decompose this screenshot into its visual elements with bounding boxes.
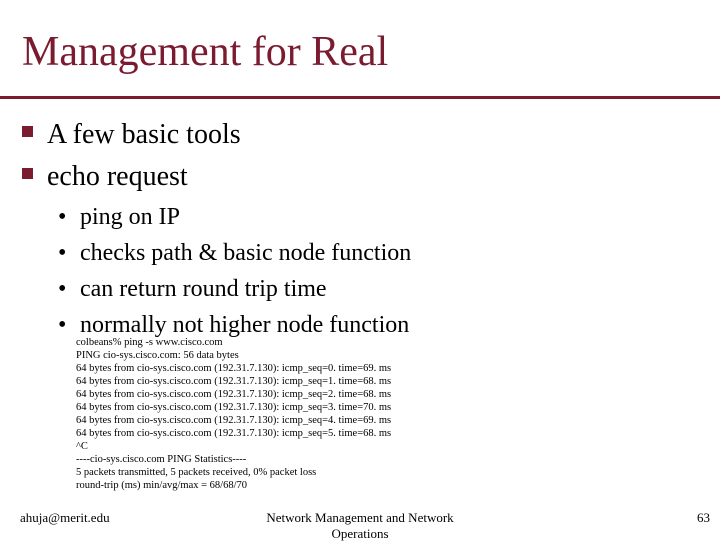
sub-bullet-item bbox=[58, 238, 411, 268]
bullet-item-tools bbox=[22, 118, 241, 152]
terminal-line: 64 bytes from cio-sys.cisco.com (192.31.7.130): icmp_seq=3. time=70. ms bbox=[76, 402, 392, 413]
sub-bullet-item bbox=[58, 202, 180, 232]
terminal-line: 64 bytes from cio-sys.cisco.com (192.31.7.130): icmp_seq=1. time=68. ms bbox=[76, 376, 392, 387]
sub-bullet-label: ping on IP bbox=[80, 204, 181, 230]
dot-bullet-icon: • bbox=[58, 276, 67, 302]
terminal-line: colbeans% ping -s www.cisco.com bbox=[76, 337, 223, 348]
terminal-line: ----cio-sys.cisco.com PING Statistics---- bbox=[76, 454, 247, 465]
ping-output bbox=[76, 336, 391, 492]
square-bullet-icon bbox=[22, 168, 33, 179]
bullet-label: echo request bbox=[47, 161, 188, 192]
terminal-line: 64 bytes from cio-sys.cisco.com (192.31.7.130): icmp_seq=4. time=69. ms bbox=[76, 415, 392, 426]
terminal-line: 5 packets transmitted, 5 packets received, 0% packet loss bbox=[76, 467, 317, 478]
terminal-line: round-trip (ms) min/avg/max = 68/68/70 bbox=[76, 480, 247, 491]
dot-bullet-icon: • bbox=[58, 204, 67, 230]
dot-bullet-icon: • bbox=[58, 312, 67, 338]
terminal-line: PING cio-sys.cisco.com: 56 data bytes bbox=[76, 350, 239, 361]
dot-bullet-icon: • bbox=[58, 240, 67, 266]
bullet-item-echo bbox=[22, 160, 188, 194]
title-divider bbox=[0, 96, 720, 99]
sub-bullet-label: checks path & basic node function bbox=[80, 240, 412, 266]
slide-title: Management for Real bbox=[22, 29, 389, 75]
sub-bullet-label: can return round trip time bbox=[80, 276, 327, 302]
square-bullet-icon bbox=[22, 126, 33, 137]
terminal-line: 64 bytes from cio-sys.cisco.com (192.31.7.130): icmp_seq=2. time=68. ms bbox=[76, 389, 392, 400]
footer-course-title: Network Management and Network Operations bbox=[266, 510, 454, 541]
terminal-line: ^C bbox=[76, 441, 88, 452]
sub-bullet-item bbox=[58, 274, 327, 304]
terminal-line: 64 bytes from cio-sys.cisco.com (192.31.7.130): icmp_seq=5. time=68. ms bbox=[76, 428, 392, 439]
page-number: 63 bbox=[697, 510, 710, 525]
sub-bullet-label: normally not higher node function bbox=[80, 312, 410, 338]
bullet-label: A few basic tools bbox=[47, 119, 241, 150]
terminal-line: 64 bytes from cio-sys.cisco.com (192.31.7.130): icmp_seq=0. time=69. ms bbox=[76, 363, 392, 374]
footer-author: ahuja@merit.edu bbox=[20, 510, 110, 525]
